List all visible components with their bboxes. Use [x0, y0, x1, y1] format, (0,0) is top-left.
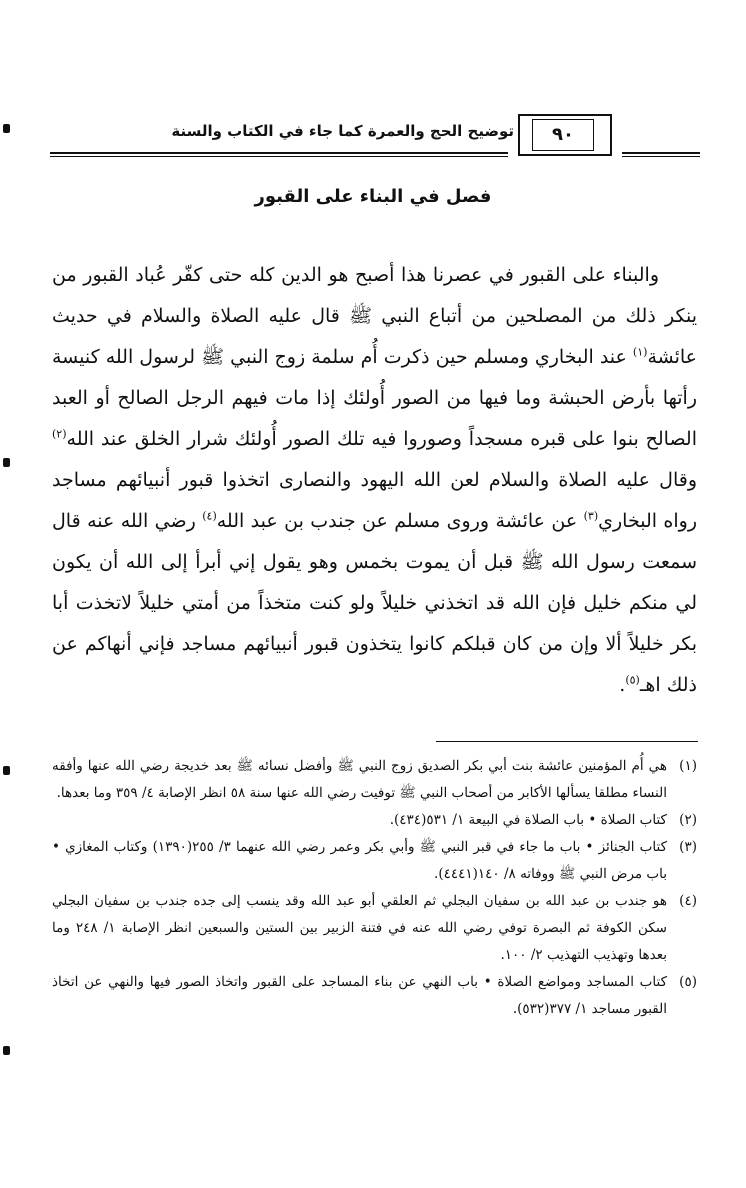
- footnotes: [52, 753, 697, 1023]
- body-segment-1: والبناء على القبور في عصرنا هذا أصبح هو الدين كله حتى كفّر عُباد القبور من ينكر ذلك من المصلحين من أتباع النبي ﷺ قال عليه الصلاة والسلام في حديث عائشة: [52, 264, 697, 368]
- body-segment-2: عند البخاري ومسلم حين ذكرت أُم سلمة زوج النبي ﷺ لرسول الله كنيسة رأتها بأرض الحبشة وما فيها من الصور أُولئك إذا مات فيهم الرجل الصالح أو العبد الصالح بنوا على قبره مسجداً وصوروا فيه تلك الصور أُولئك شرار الخلق عند الله: [52, 346, 697, 450]
- footnote-text: كتاب الصلاة • باب الصلاة في البيعة ١/ ٥٣١(٤٣٤).: [389, 812, 667, 828]
- page-number: ٩٠: [532, 119, 594, 151]
- footnote-number: (٢): [679, 812, 697, 828]
- scan-mark-1: [3, 124, 10, 133]
- footnote-number: (١): [679, 758, 697, 774]
- footnote-ref-2: (٢): [52, 427, 67, 441]
- scan-mark-4: [3, 1046, 10, 1055]
- body-segment-5: رضي الله عنه قال سمعت رسول الله ﷺ قبل أن يموت بخمس وهو يقول إني أبرأ إلى الله أن يكون لي منكم خليل فإن الله قد اتخذني خليلاً ولو كنت متخذاً من أمتي خليلاً لاتخذت أبا بكر خليلاً ألا وإن من كان قبلكم كانوا يتخذون قبور أنبيائهم مساجد فإني أنهاكم عن ذلك اهـ: [52, 510, 697, 696]
- footnote-number: (٣): [679, 839, 697, 855]
- body-text: [52, 255, 697, 706]
- body-paragraph: [52, 255, 697, 706]
- body-segment-4: عن عائشة وروى مسلم عن جندب بن عبد الله: [216, 510, 584, 532]
- scan-mark-3: [3, 766, 10, 775]
- body-segment-6: .: [619, 674, 626, 696]
- section-title: فصل في البناء على القبور: [254, 186, 492, 207]
- footnote-ref-3: (٣): [583, 509, 599, 523]
- footnote-number: (٤): [679, 893, 697, 909]
- footnote-text: هو جندب بن عبد الله بن سفيان البجلي ثم العلقي أبو عبد الله وقد ينسب إلى جده جندب بن سفيان البجلي سكن الكوفة ثم البصرة توفي رضي الله عنه في فتنة الزبير بين الستين والسبعين انظر الإصابة ١/ ٢٤٨ وما بعدها وتهذيب التهذيب ٢/ ١٠٠.: [52, 893, 667, 963]
- page-number-frame: [518, 114, 612, 156]
- header-rule-short: [622, 152, 700, 157]
- footnote-number: (٥): [679, 974, 697, 990]
- scan-mark-2: [3, 458, 10, 467]
- page-header: [50, 108, 700, 160]
- footnote-text: كتاب الجنائز • باب ما جاء في قبر النبي ﷺ وأبي بكر وعمر رضي الله عنهما ٣/ ٢٥٥(١٣٩٠) وكتاب المغازي • باب مرض النبي ﷺ ووفاته ٨/ ١٤٠(٤٤٤١).: [52, 839, 668, 882]
- footnote-3: [52, 834, 697, 888]
- running-title: توضيح الحج والعمرة كما جاء في الكتاب والسنة: [171, 122, 514, 140]
- footnote-5: [52, 969, 697, 1023]
- footnote-4: [52, 888, 697, 969]
- footnote-text: هي أُم المؤمنين عائشة بنت أبي بكر الصديق زوج النبي ﷺ وأفضل نسائه ﷺ بعد خديجة رضي الله عنها وأفقه النساء مطلقا يسألها الأكابر من أصحاب النبي ﷺ توفيت رضي الله عنها سنة ٥٨ انظر الإصابة ٤/ ٣٥٩ وما بعدها.: [52, 758, 667, 801]
- header-rule-long: [50, 152, 508, 157]
- footnote-2: [52, 807, 697, 834]
- footnote-ref-5: (٥): [625, 673, 640, 687]
- footnote-separator: [436, 741, 698, 742]
- footnote-ref-1: (١): [632, 345, 648, 359]
- footnote-text: كتاب المساجد ومواضع الصلاة • باب النهي عن بناء المساجد على القبور واتخاذ الصور فيها والنهي عن اتخاذ القبور مساجد ١/ ٣٧٧(٥٣٢).: [52, 974, 667, 1017]
- body-segment-3: وقال عليه الصلاة والسلام لعن الله اليهود والنصارى اتخذوا قبور أنبيائهم مساجد رواه البخاري: [52, 469, 697, 532]
- footnote-1: [52, 753, 697, 807]
- footnote-ref-4: (٤): [202, 509, 217, 523]
